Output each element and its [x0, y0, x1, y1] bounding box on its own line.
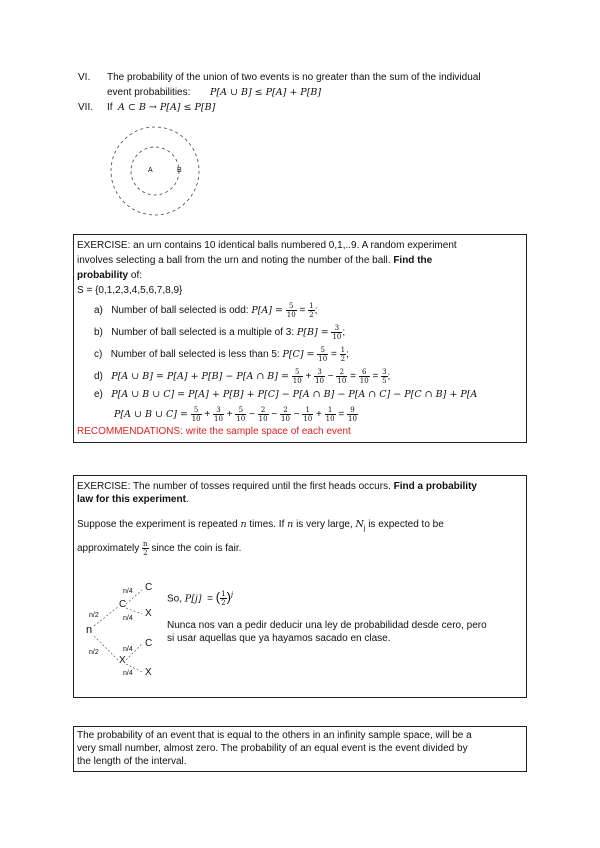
exercise1-item-e-result: P[A ∪ B ∪ C] = $\frac{5}{10}$ + $\frac{3}{10}$ + $\frac{5}{10}$ − $\frac{2}{10}$ − $\frac{2}{10}$ − $\frac{1}{10}$ + $\frac{1}{10}$ = $\frac{9}{10}$ — [114, 406, 357, 423]
venn-label-b: B — [177, 167, 182, 174]
tree-node-x: X — [119, 655, 126, 666]
tree-root-n: n — [86, 624, 93, 636]
property-vi-text2: event probabilities: — [107, 87, 191, 98]
exercise2-suppose: Suppose the experiment is repeated n times. If n is very large, $N_j$ is expected to be — [77, 519, 444, 532]
venn-outer-circle — [111, 127, 199, 215]
tree-label-n4-4: n/4 — [123, 670, 133, 677]
exercise1-item-c: c) Number of ball selected is less than 5: P[C] = $\frac{5}{10}$ = $\frac{1}{2}$ ; — [94, 346, 349, 363]
exercise1-item-d: d) P[A ∪ B] = P[A] + P[B] − P[A ∩ B] = $\frac{5}{10}$ + $\frac{3}{10}$ − $\frac{2}{10}$ = $\frac{6}{10}$ = $\frac{3}{5}$ ; — [94, 368, 391, 385]
tree-leaf-x1: X — [145, 608, 152, 619]
exercise1-item-a: a) Number of ball selected is odd: P[A] = $\frac{5}{10}$ = $\frac{1}{2}$ ; — [94, 302, 318, 319]
tree-label-n2-bottom: n/2 — [89, 649, 99, 656]
tree-leaf-c2: C — [145, 638, 153, 649]
property-vi-numeral: VI. — [78, 72, 91, 83]
exercise1-item-e: e) P[A ∪ B ∪ C] = P[A] + P[B] + P[C] − P[A ∩ B] − P[A ∩ C] − P[C ∩ B] + P[A — [94, 389, 478, 400]
exercise-urn-box — [73, 234, 527, 443]
tree-leaf-c1: C — [145, 582, 153, 593]
exercise1-intro-line3: probability of: — [77, 270, 143, 281]
venn-inner-circle — [131, 147, 179, 195]
exercise2-approximately: approximately $\frac{n}{2}$ since the coin is fair. — [77, 540, 242, 557]
exercise1-intro-line1: EXERCISE: an urn contains 10 identical balls numbered 0,1,..9. A random experiment — [77, 240, 457, 251]
exercise2-spanish-line1: Nunca nos van a pedir deducir una ley de probabilidad desde cero, pero — [167, 620, 487, 631]
venn-diagram — [105, 125, 215, 221]
tree-label-n4-2: n/4 — [123, 615, 133, 622]
tree-leaf-x2: X — [145, 667, 152, 678]
exercise2-spanish-line2: si usar aquellas que ya hayamos sacado en clase. — [167, 633, 391, 644]
exercise2-intro-line2: law for this experiment. — [77, 494, 189, 505]
property-vii-formula: A ⊂ B → P[A] ≤ P[B] — [118, 102, 216, 113]
property-vii-numeral: VII. — [78, 102, 94, 113]
tree-label-n4-1: n/4 — [123, 588, 133, 595]
property-vi-text: The probability of the union of two events is no greater than the sum of the individual — [107, 72, 481, 83]
exercise1-recommendation: RECOMMENDATIONS: write the sample space of each event — [77, 426, 351, 437]
property-vi-formula: P[A ∪ B] ≤ P[A] + P[B] — [210, 87, 322, 98]
exercise1-intro-line2: involves selecting a ball from the urn and noting the number of the ball. Find the — [77, 255, 433, 266]
note-line2: very small number, almost zero. The probability of an equal event is the event divided by — [77, 743, 468, 754]
exercise1-sample-space: S = {0,1,2,3,4,5,6,7,8,9} — [77, 285, 183, 296]
exercise2-so-formula: So, P[j] = ( $\frac{1}{2}$ )$^j$ — [167, 589, 234, 608]
note-line3: the length of the interval. — [77, 756, 187, 767]
tree-node-c: C — [119, 599, 127, 610]
note-line1: The probability of an event that is equal to the others in an infinity sample space, will be a — [77, 730, 472, 741]
tree-label-n2-top: n/2 — [89, 612, 99, 619]
exercise-tosses-box — [73, 475, 527, 698]
venn-label-a: A — [148, 167, 153, 174]
tree-label-n4-3: n/4 — [123, 646, 133, 653]
infinite-sample-space-note — [73, 726, 527, 772]
property-vii-if: If — [107, 102, 113, 113]
exercise2-intro-line1: EXERCISE: The number of tosses required until the first heads occurs. Find a probability — [77, 481, 477, 492]
exercise1-item-b: b) Number of ball selected is a multiple of 3: P[B] = $\frac{3}{10}$ ; — [94, 324, 346, 341]
